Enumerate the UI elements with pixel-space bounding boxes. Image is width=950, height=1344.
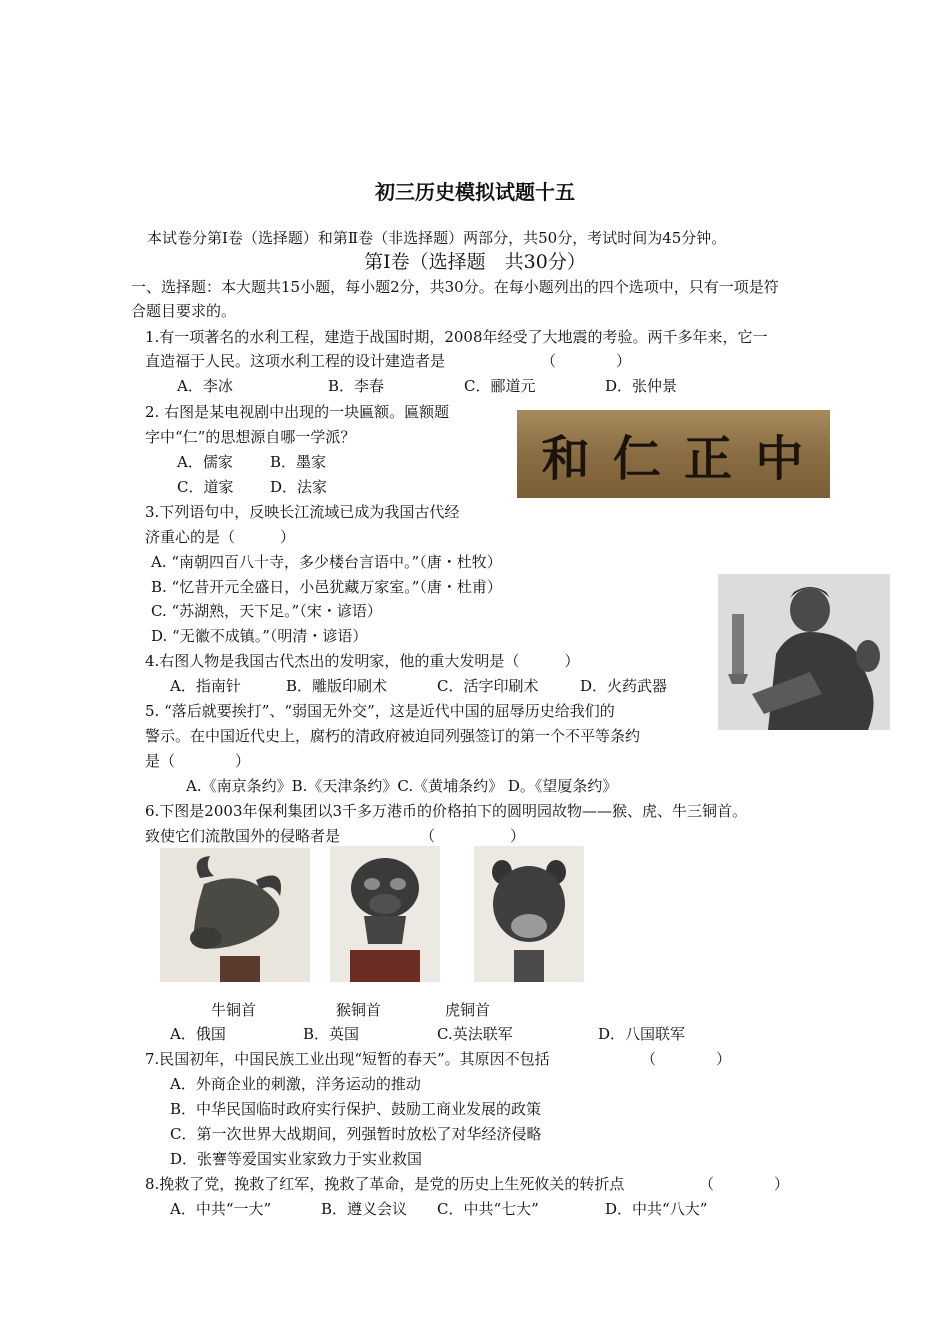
option-d: D．张謇等爱国实业家致力于实业救国 <box>170 1150 423 1168</box>
inventor-statue-drawing <box>718 574 890 730</box>
answer-paren: （ ） <box>699 1175 790 1193</box>
question-2-text: 字中“仁”的思想源自哪一学派？ <box>145 428 356 446</box>
inventor-statue-image <box>718 574 890 730</box>
option-a: A．指南针 <box>170 677 241 695</box>
option-b: B．墨家 <box>270 453 327 471</box>
option-b: B．李春 <box>328 377 385 395</box>
option-d: D．法家 <box>270 478 328 496</box>
option-a: A．外商企业的刺激，洋务运动的推动 <box>170 1075 421 1093</box>
option-d: D. “无徽不成镇。”（明清・谚语） <box>151 627 368 645</box>
question-5-text: 5. “落后就要挨打”、“弱国无外交”，这是近代中国的屈辱历史给我们的 <box>145 702 615 720</box>
option-c: C．中共“七大” <box>437 1200 539 1218</box>
tiger-head-drawing <box>474 846 584 982</box>
exam-intro: 本试卷分第Ⅰ卷（选择题）和第Ⅱ卷（非选择题）两部分，共50分，考试时间为45分钟。 <box>147 229 727 247</box>
page-title: 初三历史模拟试题十五 <box>375 180 575 204</box>
plaque-char: 正 <box>684 430 735 487</box>
question-8-text: 8.挽救了党，挽救了红军，挽救了革命，是党的历史上生死攸关的转折点 <box>145 1175 625 1193</box>
monkey-head-caption: 猴铜首 <box>336 1001 382 1019</box>
option-a: A．俄国 <box>170 1025 226 1043</box>
option-c: C．第一次世界大战期间，列强暂时放松了对华经济侵略 <box>170 1125 542 1143</box>
option-a: A．李冰 <box>177 377 233 395</box>
plaque-image <box>517 410 830 498</box>
option-b: B．遵义会议 <box>321 1200 408 1218</box>
option-d: D．中共“八大” <box>605 1200 708 1218</box>
answer-paren: （ ） <box>541 352 632 370</box>
question-6-text: 致使它们流散国外的侵略者是 <box>145 827 341 845</box>
question-2-text: 2. 右图是某电视剧中出现的一块匾额。匾额题 <box>145 403 450 421</box>
option-b: B. “忆昔开元全盛日，小邑犹藏万家室。”（唐・杜甫） <box>151 578 502 596</box>
option-b: B．雕版印刷术 <box>286 677 388 695</box>
instructions-line: 一、选择题：本大题共15小题，每小题2分，共30分。在每小题列出的四个选项中，只有一项是符 <box>131 278 779 296</box>
question-4-text: 4.右图人物是我国古代杰出的发明家，他的重大发明是（ ） <box>145 652 580 670</box>
question-5-text: 是（ ） <box>145 752 251 770</box>
option-b: B．中华民国临时政府实行保护、鼓励工商业发展的政策 <box>170 1100 542 1118</box>
option-b: B．英国 <box>303 1025 360 1043</box>
question-1-text: 1.有一项著名的水利工程，建造于战国时期，2008年经受了大地震的考验。两千多年来，它一 <box>145 328 768 346</box>
question-7-text: 7.民国初年，中国民族工业出现“短暂的春天”。其原因不包括 <box>145 1050 550 1068</box>
option-d: D．张仲景 <box>605 377 678 395</box>
option-c: C.英法联军 <box>437 1025 513 1043</box>
option-a: A．儒家 <box>177 453 233 471</box>
option-c: C．道家 <box>177 478 234 496</box>
option-c: C. “苏湖熟，天下足。”（宋・谚语） <box>151 602 382 620</box>
plaque-char: 中 <box>755 430 806 487</box>
answer-paren: （ ） <box>641 1050 732 1068</box>
question-5-text: 警示。在中国近代史上，腐朽的清政府被迫同列强签订的第一个不平等条约 <box>145 727 641 745</box>
option-a: A．中共“一大” <box>170 1200 272 1218</box>
option-d: D．八国联军 <box>598 1025 686 1043</box>
instructions-line: 合题目要求的。 <box>131 302 237 320</box>
monkey-head-image <box>330 846 440 982</box>
question-3-text: 济重心的是（ ） <box>145 528 296 546</box>
monkey-head-drawing <box>330 846 440 982</box>
option-c: C．活字印刷术 <box>437 677 539 695</box>
ox-head-caption: 牛铜首 <box>211 1001 257 1019</box>
option-a: A. “南朝四百八十寺，多少楼台言语中。”（唐・杜牧） <box>151 553 502 571</box>
tiger-head-caption: 虎铜首 <box>445 1001 491 1019</box>
option-c: C．郦道元 <box>464 377 536 395</box>
tiger-head-image <box>474 846 584 982</box>
option-d: D．火药武器 <box>580 677 668 695</box>
question-1-text: 直造福于人民。这项水利工程的设计建造者是 <box>145 352 446 370</box>
question-6-text: 6.下图是2003年保利集团以3千多万港币的价格拍下的圆明园故物——猴、虎、牛三铜首。 <box>145 802 748 820</box>
answer-paren: （ ） <box>420 827 526 845</box>
ox-head-image <box>160 848 310 982</box>
plaque-char: 仁 <box>612 430 663 487</box>
section-heading: 第Ⅰ卷（选择题 共30分） <box>364 251 586 273</box>
question-3-text: 3.下列语句中，反映长江流域已成为我国古代经 <box>145 503 460 521</box>
question-5-options: A.《南京条约》B.《天津条约》C.《黄埔条约》 D。《望厦条约》 <box>186 777 618 795</box>
ox-head-drawing <box>160 848 310 982</box>
plaque-char: 和 <box>541 430 592 487</box>
